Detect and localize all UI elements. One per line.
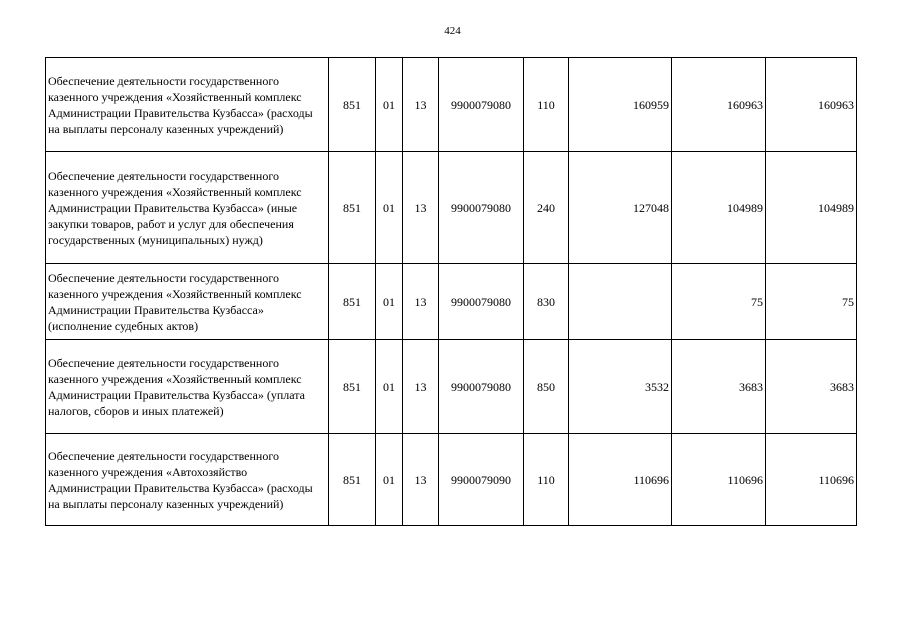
amount-year-3-cell: 104989 xyxy=(766,152,857,264)
expense-type-cell: 110 xyxy=(524,58,569,152)
amount-year-2-cell: 3683 xyxy=(672,340,766,434)
subsection-code-cell: 13 xyxy=(403,434,439,526)
table-row xyxy=(46,152,857,264)
subsection-code-cell: 13 xyxy=(403,152,439,264)
expense-name-cell: Обеспечение деятельности государственного казенного учреждения «Хозяйственный комплекс Администрации Правительства Кузбасса» (исполнение судебных актов) xyxy=(46,264,329,340)
section-code-cell: 01 xyxy=(376,58,403,152)
ministry-code-cell: 851 xyxy=(329,340,376,434)
target-article-cell: 9900079090 xyxy=(439,434,524,526)
amount-year-3-cell: 110696 xyxy=(766,434,857,526)
expense-name-cell: Обеспечение деятельности государственного казенного учреждения «Хозяйственный комплекс Администрации Правительства Кузбасса» (расходы на выплаты персоналу казенных учреждений) xyxy=(46,58,329,152)
section-code-cell: 01 xyxy=(376,434,403,526)
amount-year-1-cell: 127048 xyxy=(569,152,672,264)
expense-type-cell: 850 xyxy=(524,340,569,434)
section-code-cell: 01 xyxy=(376,152,403,264)
expense-name-cell: Обеспечение деятельности государственного казенного учреждения «Хозяйственный комплекс Администрации Правительства Кузбасса» (иные закупки товаров, работ и услуг для обеспечения государственных (муниципальных) нужд) xyxy=(46,152,329,264)
amount-year-1-cell: 110696 xyxy=(569,434,672,526)
table-row xyxy=(46,340,857,434)
page-number: 424 xyxy=(444,25,461,37)
expense-type-cell: 110 xyxy=(524,434,569,526)
ministry-code-cell: 851 xyxy=(329,152,376,264)
ministry-code-cell: 851 xyxy=(329,264,376,340)
amount-year-1-cell: 3532 xyxy=(569,340,672,434)
amount-year-2-cell: 160963 xyxy=(672,58,766,152)
ministry-code-cell: 851 xyxy=(329,434,376,526)
section-code-cell: 01 xyxy=(376,264,403,340)
target-article-cell: 9900079080 xyxy=(439,58,524,152)
budget-table xyxy=(45,57,857,526)
expense-name-cell: Обеспечение деятельности государственного казенного учреждения «Автохозяйство Администрации Правительства Кузбасса» (расходы на выплаты персоналу казенных учреждений) xyxy=(46,434,329,526)
amount-year-3-cell: 3683 xyxy=(766,340,857,434)
expense-type-cell: 240 xyxy=(524,152,569,264)
table-row xyxy=(46,434,857,526)
amount-year-2-cell: 110696 xyxy=(672,434,766,526)
amount-year-2-cell: 75 xyxy=(672,264,766,340)
expense-name-cell: Обеспечение деятельности государственного казенного учреждения «Хозяйственный комплекс Администрации Правительства Кузбасса» (уплата налогов, сборов и иных платежей) xyxy=(46,340,329,434)
subsection-code-cell: 13 xyxy=(403,340,439,434)
ministry-code-cell: 851 xyxy=(329,58,376,152)
section-code-cell: 01 xyxy=(376,340,403,434)
amount-year-1-cell: 160959 xyxy=(569,58,672,152)
target-article-cell: 9900079080 xyxy=(439,340,524,434)
target-article-cell: 9900079080 xyxy=(439,264,524,340)
amount-year-2-cell: 104989 xyxy=(672,152,766,264)
amount-year-1-cell xyxy=(569,264,672,340)
amount-year-3-cell: 160963 xyxy=(766,58,857,152)
table-row xyxy=(46,264,857,340)
expense-type-cell: 830 xyxy=(524,264,569,340)
target-article-cell: 9900079080 xyxy=(439,152,524,264)
table-row xyxy=(46,58,857,152)
subsection-code-cell: 13 xyxy=(403,58,439,152)
subsection-code-cell: 13 xyxy=(403,264,439,340)
amount-year-3-cell: 75 xyxy=(766,264,857,340)
